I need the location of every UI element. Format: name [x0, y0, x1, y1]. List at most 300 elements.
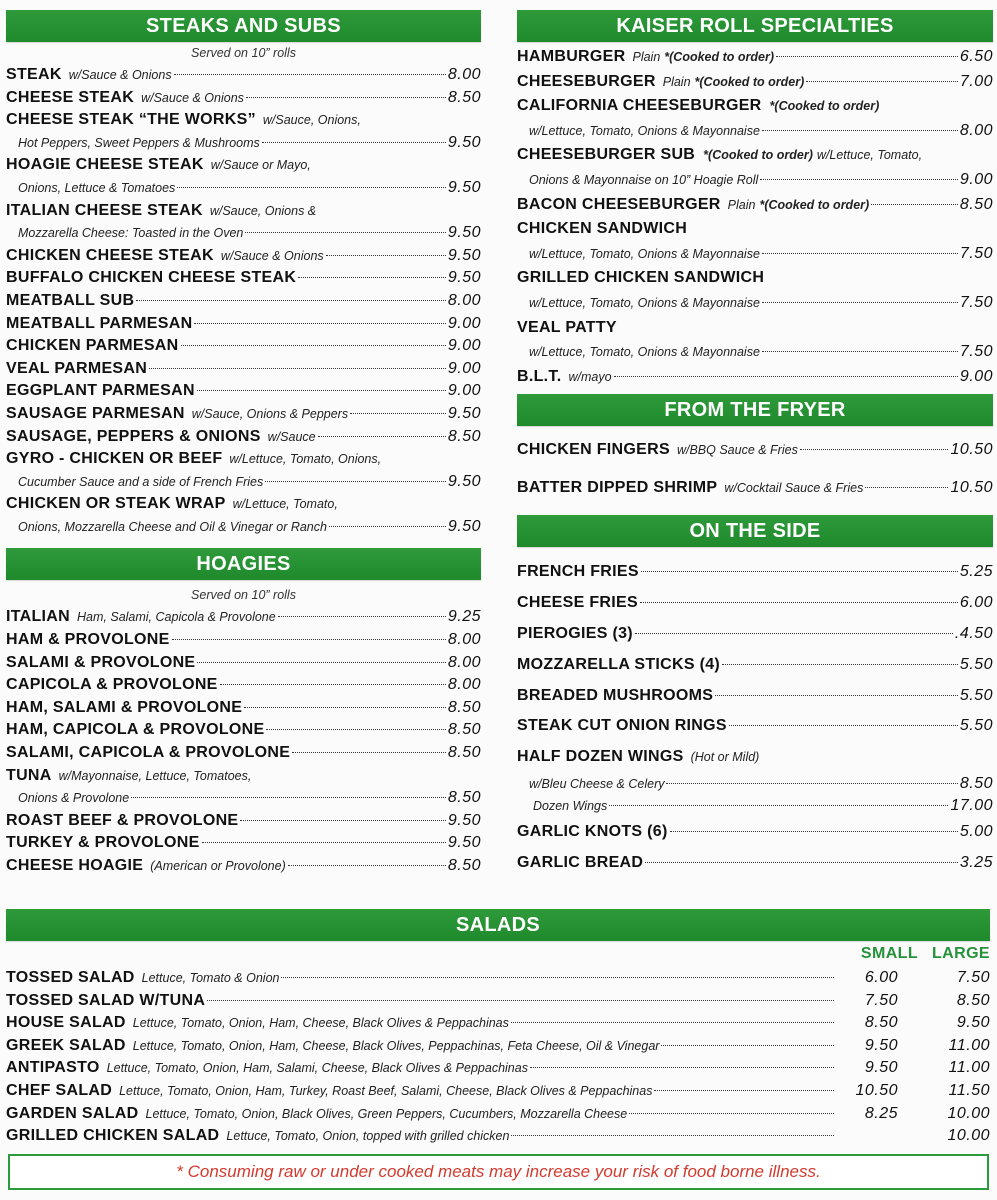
- leader-dots: [530, 1067, 834, 1068]
- item-name: SALAMI & PROVOLONE: [6, 653, 196, 671]
- item-name: HAM & PROVOLONE: [6, 631, 170, 649]
- table-row: [6, 1103, 990, 1126]
- item-desc: Mozzarella Cheese: Toasted in the Oven: [18, 226, 244, 241]
- item-name: CHEESE STEAK “THE WORKS”: [6, 111, 256, 129]
- item-name: CHICKEN OR STEAK WRAP: [6, 495, 226, 513]
- item-name: CHICKEN CHEESE STEAK: [6, 246, 214, 264]
- item-desc: w/Sauce & Onions: [141, 90, 244, 105]
- salad-name: GARDEN SALAD: [6, 1104, 139, 1122]
- item-price: 9.50: [447, 224, 481, 242]
- salad-small-price: 10.50: [855, 1081, 898, 1099]
- item-price: 9.50: [447, 178, 481, 196]
- item-name: SAUSAGE, PEPPERS & ONIONS: [6, 427, 261, 445]
- list-item: [517, 681, 993, 712]
- item-price: 9.25: [447, 608, 481, 626]
- item-desc: Hot Peppers, Sweet Peppers & Mushrooms: [18, 135, 260, 150]
- item-price: 8.00: [447, 631, 481, 649]
- table-row: [6, 1057, 990, 1080]
- left-column: [6, 10, 481, 878]
- table-row: [6, 990, 990, 1013]
- item-desc: w/Sauce: [267, 429, 316, 444]
- salad-desc: Lettuce, Tomato, Onion, Black Olives, Green Peppers, Cucumbers, Mozzarella Cheese: [145, 1106, 628, 1121]
- item-desc: w/Cocktail Sauce & Fries: [724, 481, 864, 496]
- item-desc: w/Sauce or Mayo,: [210, 158, 311, 173]
- item-desc: w/Lettuce, Tomato, Onions & Mayonnaise: [529, 295, 760, 310]
- item-price: 6.50: [959, 48, 993, 65]
- hoagies-list: [6, 606, 481, 877]
- salad-large-price: 11.50: [948, 1081, 990, 1099]
- item-price: 9.50: [447, 246, 481, 264]
- leader-dots: [298, 277, 446, 278]
- item-name: VEAL PARMESAN: [6, 359, 148, 377]
- item-name: MOZZARELLA STICKS (4): [517, 655, 721, 673]
- item-price: 10.50: [950, 441, 993, 459]
- item-price: 8.50: [447, 857, 481, 874]
- leader-dots: [172, 639, 446, 640]
- list-item: [6, 832, 481, 855]
- item-desc: w/Sauce, Onions & Peppers: [191, 406, 349, 421]
- item-name: SAUSAGE PARMESAN: [6, 404, 185, 422]
- leader-dots: [871, 204, 958, 205]
- list-item: [517, 848, 993, 879]
- list-item-continued: [517, 119, 993, 144]
- list-item: [517, 795, 993, 817]
- item-price: 9.50: [447, 404, 481, 422]
- salad-small-price: 9.50: [864, 1059, 898, 1077]
- item-name: MEATBALL SUB: [6, 291, 135, 309]
- list-item: [517, 70, 993, 95]
- list-item-continued: [6, 516, 481, 539]
- item-name: STEAK: [6, 66, 62, 83]
- salad-desc: Lettuce, Tomato, Onion, Ham, Cheese, Black Olives & Peppachinas: [132, 1016, 509, 1031]
- salad-small-price: 8.25: [864, 1104, 898, 1122]
- list-item: [517, 469, 993, 507]
- leader-dots: [640, 602, 958, 603]
- item-price: 7.50: [959, 244, 993, 262]
- list-item-continued: [517, 168, 993, 193]
- steaks-banner: STEAKS AND SUBS: [6, 10, 481, 42]
- list-item: [6, 245, 481, 268]
- leader-dots: [635, 633, 953, 634]
- list-item: [517, 619, 993, 650]
- item-price: 5.50: [959, 717, 993, 735]
- leader-dots: [762, 253, 958, 254]
- item-price: 10.50: [950, 479, 993, 497]
- item-name: CHICKEN FINGERS: [517, 441, 670, 459]
- leader-dots: [670, 831, 958, 832]
- item-name: GYRO - CHICKEN OR BEEF: [6, 450, 223, 468]
- list-item-continued: [517, 340, 993, 365]
- leader-dots: [177, 187, 446, 188]
- item-price: 7.50: [959, 343, 993, 361]
- item-cook-note: *(Cooked to order): [769, 99, 880, 114]
- item-name: CHEESE HOAGIE: [6, 857, 144, 874]
- item-name: BREADED MUSHROOMS: [517, 686, 714, 704]
- list-item: [6, 200, 481, 223]
- item-price: 9.50: [447, 472, 481, 490]
- item-cook-note: *(Cooked to order): [694, 74, 805, 89]
- leader-dots: [181, 345, 446, 346]
- item-price: 5.25: [959, 563, 993, 581]
- salad-large-price: 8.50: [956, 991, 990, 1009]
- item-desc: (Hot or Mild): [690, 750, 760, 765]
- item-desc: w/Sauce & Onions: [68, 68, 172, 82]
- salad-large-price: 11.00: [948, 1036, 990, 1054]
- list-item: [517, 365, 993, 390]
- leader-dots: [762, 351, 958, 352]
- item-price: 9.00: [447, 337, 481, 355]
- list-item: [6, 742, 481, 765]
- item-price: 8.00: [447, 653, 481, 671]
- item-desc: Plain: [662, 74, 691, 89]
- item-name: HALF DOZEN WINGS: [517, 748, 684, 766]
- item-name: CAPICOLA & PROVOLONE: [6, 676, 218, 694]
- item-desc: w/Lettuce, Tomato, Onions & Mayonnaise: [529, 345, 760, 360]
- list-item: [6, 719, 481, 742]
- item-price: 8.50: [447, 789, 481, 807]
- leader-dots: [262, 142, 446, 143]
- leader-dots: [760, 179, 958, 180]
- side-list: [517, 557, 993, 742]
- leader-dots: [511, 1022, 834, 1023]
- leader-dots: [194, 323, 445, 324]
- leader-dots: [149, 368, 446, 369]
- item-desc: (American or Provolone): [150, 859, 286, 873]
- list-item: [6, 335, 481, 358]
- list-item: [517, 217, 993, 242]
- item-name: TUNA: [6, 766, 52, 784]
- item-name: ITALIAN: [6, 608, 71, 626]
- leader-dots: [350, 413, 446, 414]
- item-price: 9.50: [447, 517, 481, 535]
- item-price: 8.50: [447, 88, 481, 106]
- table-row: [6, 1080, 990, 1103]
- table-row: [6, 1125, 990, 1148]
- list-item: [6, 697, 481, 720]
- leader-dots: [246, 97, 446, 98]
- item-price: 9.00: [959, 170, 993, 188]
- salad-name: ANTIPASTO: [6, 1059, 100, 1077]
- item-price: 8.00: [959, 121, 993, 139]
- item-desc: Onions, Mozzarella Cheese and Oil & Vinegar or Ranch: [18, 519, 327, 534]
- list-item: [6, 426, 481, 449]
- salad-small-price: 8.50: [864, 1014, 898, 1032]
- list-item: [517, 94, 993, 119]
- salad-name: GRILLED CHICKEN SALAD: [6, 1127, 220, 1145]
- item-desc: Onions & Mayonnaise on 10” Hoagie Roll: [529, 172, 759, 187]
- salad-name: TOSSED SALAD W/TUNA: [6, 991, 206, 1009]
- item-price: 7.50: [959, 293, 993, 311]
- salad-large-price: 7.50: [956, 969, 990, 986]
- list-item: [6, 358, 481, 381]
- item-price: 9.50: [447, 269, 481, 287]
- leader-dots: [292, 752, 446, 753]
- list-item: [517, 773, 993, 795]
- salad-name: CHEF SALAD: [6, 1081, 113, 1099]
- item-desc: w/Sauce, Onions &: [209, 203, 317, 218]
- list-item: [6, 87, 481, 110]
- salad-small-price: 6.00: [864, 969, 898, 986]
- list-item-continued: [6, 471, 481, 494]
- salad-large-price: 11.00: [948, 1059, 990, 1077]
- fryer-banner: FROM THE FRYER: [517, 394, 993, 426]
- item-price: 8.00: [447, 291, 481, 309]
- item-price: 9.00: [447, 382, 481, 400]
- item-name: TURKEY & PROVOLONE: [6, 834, 200, 852]
- list-item: [6, 674, 481, 697]
- list-item: [6, 810, 481, 833]
- item-name: ITALIAN CHEESE STEAK: [6, 201, 203, 219]
- salad-large-price: 10.00: [947, 1104, 990, 1122]
- item-name: HOAGIE CHEESE STEAK: [6, 156, 204, 174]
- list-item: [517, 45, 993, 70]
- leader-dots: [240, 820, 445, 821]
- list-item: [6, 403, 481, 426]
- list-item: [6, 493, 481, 516]
- leader-dots: [202, 842, 446, 843]
- item-name: CALIFORNIA CHEESEBURGER: [517, 97, 762, 115]
- side-banner: ON THE SIDE: [517, 515, 993, 547]
- salad-desc: Lettuce, Tomato, Onion, Ham, Salami, Cheese, Black Olives & Peppachinas: [106, 1061, 528, 1076]
- list-item: [517, 143, 993, 168]
- item-name: BACON CHEESEBURGER: [517, 195, 721, 213]
- item-cook-note: *(Cooked to order): [664, 50, 775, 64]
- list-item-continued: [517, 291, 993, 316]
- list-item: [517, 316, 993, 341]
- leader-dots: [281, 977, 834, 978]
- item-name: B.L.T.: [517, 367, 562, 385]
- item-desc: w/Mayonnaise, Lettuce, Tomatoes,: [58, 768, 252, 783]
- item-price: 6.00: [959, 594, 993, 612]
- salad-desc: Lettuce, Tomato & Onion: [141, 971, 280, 985]
- table-row: [6, 1035, 990, 1058]
- item-name: ROAST BEEF & PROVOLONE: [6, 811, 239, 829]
- kaiser-banner: KAISER ROLL SPECIALTIES: [517, 10, 993, 42]
- item-name: CHICKEN SANDWICH: [517, 220, 688, 238]
- item-desc: Ham, Salami, Capicola & Provolone: [77, 610, 276, 625]
- item-price: 9.00: [447, 314, 481, 332]
- salad-name: TOSSED SALAD: [6, 969, 135, 986]
- list-item: [6, 109, 481, 132]
- list-item: [6, 765, 481, 788]
- steaks-served-note: Served on 10” rolls: [191, 46, 296, 60]
- list-item: [6, 855, 481, 878]
- item-name: EGGPLANT PARMESAN: [6, 382, 195, 400]
- list-item: [6, 606, 481, 629]
- item-name: HAM, SALAMI & PROVOLONE: [6, 698, 243, 716]
- side-section: [517, 557, 993, 878]
- list-item: [6, 652, 481, 675]
- list-item: [6, 629, 481, 652]
- leader-dots: [629, 1113, 834, 1114]
- item-name: FRENCH FRIES: [517, 563, 639, 581]
- small-column-header: SMALL: [860, 945, 918, 962]
- leader-dots: [136, 300, 446, 301]
- leader-dots: [715, 695, 958, 696]
- item-name: SALAMI, CAPICOLA & PROVOLONE: [6, 744, 291, 762]
- leader-dots: [278, 616, 446, 617]
- leader-dots: [806, 81, 958, 82]
- item-name: CHEESEBURGER: [517, 72, 656, 90]
- item-name: CHICKEN PARMESAN: [6, 337, 179, 355]
- item-desc: Onions & Provolone: [18, 791, 130, 806]
- list-item: [517, 711, 993, 742]
- item-price: 9.00: [447, 359, 481, 377]
- salad-desc: Lettuce, Tomato, Onion, Ham, Cheese, Black Olives, Peppachinas, Feta Cheese, Oil & Vinegar: [132, 1038, 660, 1053]
- list-item-continued: [6, 177, 481, 200]
- item-price: 3.25: [959, 853, 993, 871]
- fryer-list: [517, 431, 993, 507]
- salad-name: GREEK SALAD: [6, 1036, 126, 1054]
- leader-dots: [762, 302, 958, 303]
- list-item: [6, 267, 481, 290]
- table-row: [6, 1012, 990, 1035]
- leader-dots: [614, 376, 958, 377]
- list-item: [517, 588, 993, 619]
- item-price: 5.50: [959, 655, 993, 673]
- list-item: [517, 742, 993, 773]
- item-name: CHEESE STEAK: [6, 88, 135, 106]
- salads-section: [6, 909, 990, 1148]
- list-item: [517, 557, 993, 588]
- salad-desc: Lettuce, Tomato, Onion, Ham, Turkey, Roast Beef, Salami, Cheese, Black Olives & Peppachinas: [119, 1083, 653, 1098]
- leader-dots: [326, 255, 446, 256]
- item-name: GRILLED CHICKEN SANDWICH: [517, 269, 765, 287]
- kaiser-list: [517, 45, 993, 389]
- leader-dots: [865, 487, 948, 488]
- list-item: [6, 64, 481, 87]
- list-item: [517, 431, 993, 469]
- leader-dots: [174, 74, 446, 75]
- item-price: 8.50: [447, 427, 481, 445]
- right-column: [517, 10, 993, 878]
- leader-dots: [244, 707, 446, 708]
- item-cook-note: *(Cooked to order): [703, 148, 813, 163]
- list-item: [517, 266, 993, 291]
- leader-dots: [245, 232, 445, 233]
- item-name: GARLIC KNOTS (6): [517, 822, 668, 840]
- item-name: CHEESE FRIES: [517, 594, 638, 612]
- hoagies-served-note: Served on 10” rolls: [191, 588, 296, 603]
- item-name: PIEROGIES (3): [517, 624, 633, 642]
- list-item-continued: [517, 242, 993, 267]
- leader-dots: [609, 805, 948, 806]
- leader-dots: [207, 1000, 834, 1001]
- item-price: 8.50: [959, 195, 993, 213]
- list-item: [6, 313, 481, 336]
- item-name: VEAL PATTY: [517, 318, 617, 336]
- list-item-continued: [6, 787, 481, 810]
- salads-banner: SALADS: [6, 909, 990, 941]
- leader-dots: [266, 729, 445, 730]
- item-name: HAMBURGER: [517, 48, 626, 65]
- leader-dots: [762, 130, 958, 131]
- item-desc: w/Lettuce, Tomato, Onions & Mayonnaise: [529, 123, 760, 138]
- item-price: 8.50: [447, 744, 481, 762]
- leader-dots: [197, 390, 446, 391]
- leader-dots: [197, 662, 445, 663]
- item-desc: w/Sauce & Onions: [220, 248, 324, 263]
- item-price: 8.00: [447, 676, 481, 694]
- item-desc: w/Sauce, Onions,: [262, 113, 361, 128]
- leader-dots: [220, 684, 446, 685]
- leader-dots: [800, 449, 949, 450]
- leader-dots: [729, 725, 958, 726]
- leader-dots: [641, 571, 958, 572]
- list-item: [6, 154, 481, 177]
- item-price: 17.00: [950, 796, 993, 814]
- item-desc: w/Bleu Cheese & Celery: [529, 776, 665, 791]
- leader-dots: [511, 1135, 834, 1136]
- leader-dots: [329, 526, 446, 527]
- list-item: [6, 380, 481, 403]
- item-price: 5.00: [959, 822, 993, 840]
- item-name: CHEESEBURGER SUB: [517, 146, 696, 164]
- leader-dots: [265, 481, 446, 482]
- list-item: [517, 817, 993, 848]
- leader-dots: [645, 862, 958, 863]
- item-desc: Dozen Wings: [533, 798, 608, 813]
- item-desc: Cucumber Sauce and a side of French Fries: [18, 474, 264, 489]
- leader-dots: [661, 1045, 834, 1046]
- salad-name: HOUSE SALAD: [6, 1014, 126, 1032]
- leader-dots: [776, 56, 958, 57]
- list-item: [517, 650, 993, 681]
- item-price: 5.50: [959, 686, 993, 704]
- item-price: 9.50: [447, 834, 481, 852]
- item-price: 9.50: [447, 133, 481, 151]
- item-price: 7.00: [959, 72, 993, 90]
- item-desc: Plain: [632, 50, 661, 64]
- item-name: GARLIC BREAD: [517, 853, 644, 871]
- salads-list: [6, 967, 990, 1148]
- list-item: [6, 448, 481, 471]
- leader-dots: [288, 865, 446, 866]
- item-price: 8.50: [447, 698, 481, 716]
- item-desc: w/Lettuce, Tomato,: [232, 497, 338, 512]
- salads-column-headers: [6, 941, 990, 967]
- item-cook-note: *(Cooked to order): [759, 197, 870, 212]
- item-price: .4.50: [954, 624, 993, 642]
- list-item-continued: [6, 222, 481, 245]
- item-desc: w/Lettuce, Tomato, Onions,: [229, 452, 382, 467]
- item-price: 8.00: [447, 66, 481, 83]
- salad-large-price: 10.00: [947, 1127, 990, 1145]
- leader-dots: [654, 1090, 834, 1091]
- item-price: 8.50: [959, 774, 993, 792]
- list-item-continued: [6, 132, 481, 155]
- salad-small-price: 9.50: [864, 1036, 898, 1054]
- item-name: HAM, CAPICOLA & PROVOLONE: [6, 721, 265, 739]
- item-name: BATTER DIPPED SHRIMP: [517, 479, 718, 497]
- item-desc: w/mayo: [568, 369, 612, 384]
- item-desc: w/BBQ Sauce & Fries: [676, 443, 798, 458]
- steaks-list: [6, 64, 481, 538]
- hoagies-banner: HOAGIES: [6, 548, 481, 580]
- leader-dots: [318, 436, 446, 437]
- table-row: [6, 967, 990, 990]
- salad-desc: Lettuce, Tomato, Onion, topped with grilled chicken: [226, 1129, 510, 1144]
- large-column-header: LARGE: [932, 945, 990, 962]
- food-safety-warning: * Consuming raw or under cooked meats may increase your risk of food borne illness.: [8, 1154, 989, 1190]
- item-name: STEAK CUT ONION RINGS: [517, 717, 727, 735]
- item-price: 9.00: [959, 367, 993, 385]
- side-list-2: [517, 817, 993, 879]
- salad-large-price: 9.50: [956, 1014, 990, 1032]
- item-price: 9.50: [447, 811, 481, 829]
- list-item: [517, 193, 993, 218]
- salad-small-price: 7.50: [864, 991, 898, 1009]
